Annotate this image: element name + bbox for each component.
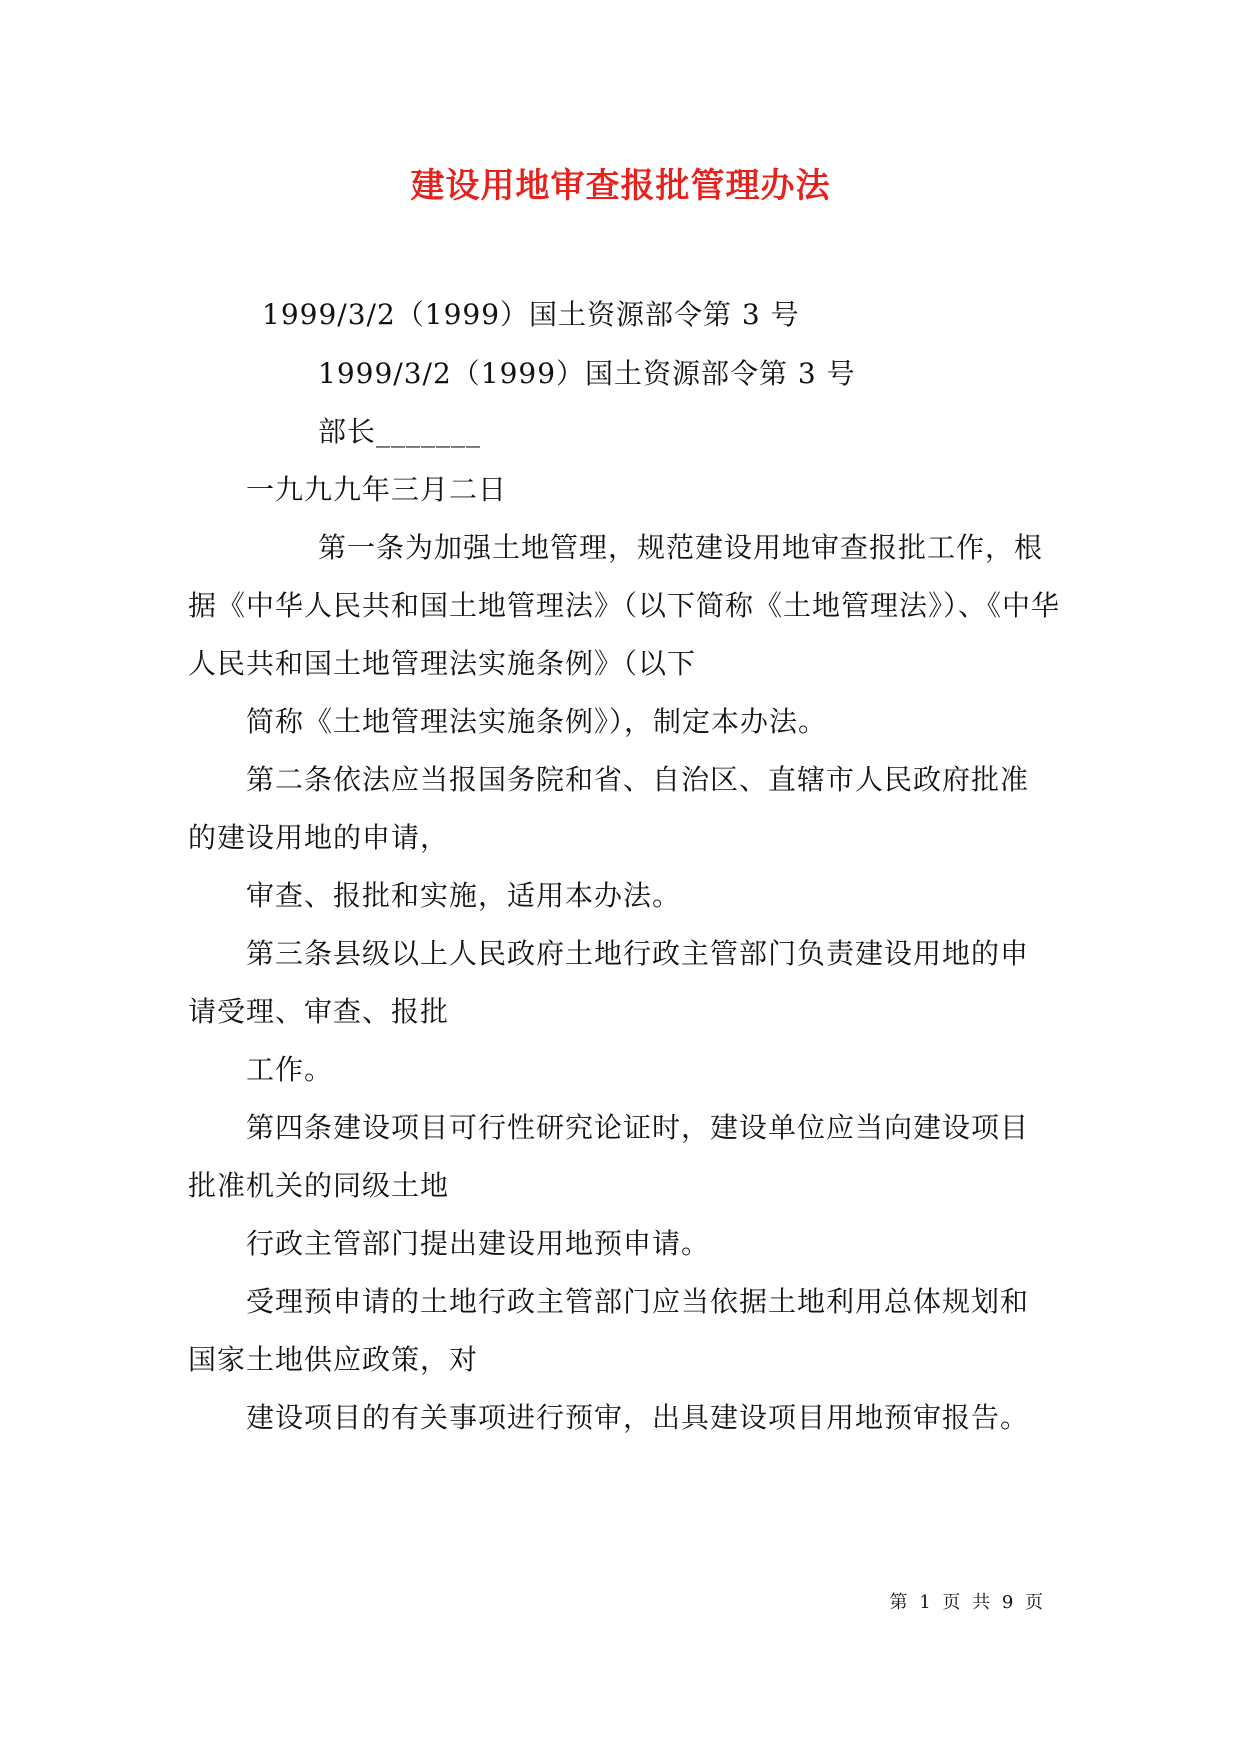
article-4-para-2-line-2: 国家土地供应政策，对 [188, 1343, 479, 1376]
document-title: 建设用地审查报批管理办法 [410, 166, 831, 206]
article-3-line-1: 第三条县级以上人民政府土地行政主管部门负责建设用地的申 [246, 937, 1030, 970]
article-1-line-4: 简称《土地管理法实施条例》），制定本办法。 [246, 705, 828, 738]
article-4-line-1: 第四条建设项目可行性研究论证时，建设单位应当向建设项目 [246, 1111, 1030, 1144]
decree-line-2: 1999/3/2（1999）国土资源部令第 3 号 [318, 357, 856, 390]
article-2-line-1: 第二条依法应当报国务院和省、自治区、直辖市人民政府批准 [246, 763, 1030, 796]
article-1-line-1: 第一条为加强土地管理，规范建设用地审查报批工作，根 [318, 531, 1044, 564]
article-4-para-2-line-1: 受理预申请的土地行政主管部门应当依据土地利用总体规划和 [246, 1285, 1030, 1318]
article-1-line-3: 人民共和国土地管理法实施条例》（以下 [188, 647, 697, 680]
article-4-line-2: 批准机关的同级土地 [188, 1169, 450, 1202]
article-3-line-2: 请受理、审查、报批 [188, 995, 450, 1028]
article-2-line-2: 的建设用地的申请， [188, 821, 450, 854]
article-1-line-2: 据《中华人民共和国土地管理法》（以下简称《土地管理法》）、《中华 [188, 589, 1061, 622]
decree-line-1: 1999/3/2（1999）国土资源部令第 3 号 [262, 298, 800, 331]
minister-signature-line: 部长_______ [318, 415, 482, 448]
page-footer: 第 1 页 共 9 页 [889, 1592, 1046, 1613]
date-line: 一九九九年三月二日 [246, 473, 508, 506]
article-4-para-2-line-3: 建设项目的有关事项进行预审，出具建设项目用地预审报告。 [246, 1401, 1030, 1434]
article-3-line-3: 工作。 [246, 1053, 334, 1086]
article-4-line-3: 行政主管部门提出建设用地预申请。 [246, 1227, 711, 1260]
article-2-line-3: 审查、报批和实施，适用本办法。 [246, 879, 682, 912]
